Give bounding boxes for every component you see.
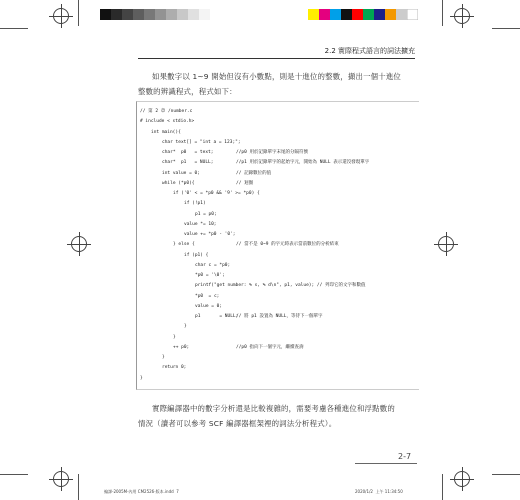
trim-mark <box>492 28 520 29</box>
gray-color-bar <box>100 9 210 20</box>
code-text: value = 0; <box>195 303 223 309</box>
trim-mark <box>78 0 79 26</box>
code-text: } <box>162 355 165 360</box>
color-swatch <box>352 9 363 20</box>
code-line <box>173 242 410 248</box>
code-text: value += *p0 - '0'; <box>184 232 236 237</box>
code-text: if (p1) { <box>184 252 209 258</box>
intro-line: 整數的辨識程式，程式如下： <box>138 87 237 96</box>
registration-mark-top-left <box>53 8 69 24</box>
color-swatch <box>407 9 418 20</box>
code-listing <box>136 101 419 390</box>
trim-mark <box>0 474 28 475</box>
code-text: } else { <box>173 242 195 248</box>
page-number: 2-7 <box>398 452 412 461</box>
code-text: return 0; <box>162 365 187 371</box>
code-line <box>162 160 410 166</box>
registration-mark-top-right <box>454 8 470 24</box>
code-text: int main(){ <box>151 129 181 135</box>
color-swatch <box>385 9 396 20</box>
color-swatch <box>188 9 199 20</box>
code-text: char* p0 = text; <box>162 150 214 155</box>
code-line <box>195 304 410 310</box>
color-swatch <box>166 9 177 20</box>
color-swatch <box>374 9 385 20</box>
code-line <box>184 201 410 207</box>
code-line <box>173 345 410 351</box>
code-text: while (*p0){ <box>162 180 195 186</box>
code-text: } <box>140 375 143 381</box>
registration-mark-middle-right <box>438 236 454 252</box>
code-line <box>162 181 410 187</box>
section-title: 2.2 實際程式語言的詞法擴充 <box>324 47 415 55</box>
color-swatch <box>308 9 319 20</box>
color-swatch <box>199 9 210 20</box>
code-line <box>162 171 410 177</box>
trim-mark <box>78 474 79 500</box>
color-swatch <box>155 9 166 20</box>
code-text: char* p1 = NULL; <box>162 160 214 166</box>
intro-paragraph <box>138 69 422 99</box>
code-line <box>173 191 410 197</box>
code-line <box>195 314 410 320</box>
code-text: value *= 10; <box>184 221 217 227</box>
code-text: if ('0' < = *p0 && '9' >= *p0) { <box>173 191 260 196</box>
outro-paragraph <box>138 401 422 431</box>
code-text: char text[] = "int a = 123;"; <box>162 139 241 145</box>
code-text: p1 = NULL; <box>195 314 239 319</box>
code-text: *p0 = '\0'; <box>195 273 225 278</box>
registration-mark-bottom-left <box>53 471 69 487</box>
code-line <box>162 150 410 156</box>
code-line <box>195 263 410 269</box>
code-text: ++ p0; <box>173 344 190 350</box>
code-line <box>173 335 410 341</box>
running-header <box>138 46 415 59</box>
color-swatch <box>111 9 122 20</box>
code-line <box>162 355 410 361</box>
code-line <box>151 130 410 136</box>
color-swatch <box>363 9 374 20</box>
code-comment: // 將 p1 設置為 NULL，等待下一個單字 <box>236 314 323 319</box>
code-comment: // 當不是 0~9 的字元時表示當前數位的分析結束 <box>236 242 339 248</box>
code-text: # include < stdio.h> <box>140 119 195 125</box>
registration-mark-bottom-right <box>454 471 470 487</box>
code-line <box>195 212 410 218</box>
color-swatch <box>122 9 133 20</box>
code-text: } <box>173 334 176 340</box>
footer-file-info: 編譯-2005M-內用 CM2526-版本.indd 7 <box>104 489 179 494</box>
code-line <box>184 222 410 228</box>
code-text: int value = 0; <box>162 170 200 176</box>
code-comment: //p0 指向下一個字元，繼續查詢 <box>236 344 304 350</box>
outro-line: 情況（讀者可以參考 SCF 編譯器框架裡的詞法分析程式）。 <box>138 419 337 428</box>
color-swatch <box>133 9 144 20</box>
trim-mark <box>442 0 443 26</box>
cmyk-color-bar <box>308 9 418 20</box>
code-line <box>195 283 410 289</box>
footer-timestamp: 2020/1/2 上午 11:34:50 <box>355 489 403 494</box>
code-line <box>162 140 410 146</box>
code-text: // 第 2 章 /number.c <box>140 109 193 114</box>
code-comment: // 記錄數位的值 <box>236 170 272 176</box>
color-swatch <box>319 9 330 20</box>
code-comment: // 迴圈 <box>236 180 254 186</box>
code-text: if (!p1) <box>184 201 206 207</box>
registration-mark-middle-left <box>71 236 87 252</box>
trim-mark <box>442 474 443 500</box>
color-swatch <box>330 9 341 20</box>
code-text: printf("get number: % s, % d\n", p1, value); // 列印它的文字和數值 <box>195 283 366 289</box>
trim-mark <box>492 474 520 475</box>
code-line <box>184 253 410 259</box>
outro-line: 實際編譯器中的數字分析還是比較複雜的，需要考慮各種進位和浮點數的 <box>152 404 395 413</box>
code-line <box>140 119 410 125</box>
color-swatch <box>396 9 407 20</box>
code-line <box>162 365 410 371</box>
code-line <box>184 232 410 238</box>
page-number-rule <box>355 463 417 464</box>
code-comment: //p0 用於記錄單字末尾的分隔符號 <box>236 150 309 155</box>
trim-mark <box>0 28 28 29</box>
color-swatch <box>341 9 352 20</box>
color-swatch <box>177 9 188 20</box>
code-line <box>184 324 410 330</box>
code-text: char c = *p0; <box>195 262 231 268</box>
intro-line: 如果數字以 1~9 開始但沒有小數點，則是十進位的整數，擷出一個十進位 <box>152 72 402 81</box>
color-swatch <box>100 9 111 20</box>
code-line <box>195 294 410 300</box>
code-text: p1 = p0; <box>195 211 217 217</box>
code-line <box>140 376 410 382</box>
color-swatch <box>144 9 155 20</box>
code-comment: //p1 用於記錄單字的起始字元，開始為 NULL 表示還沒發現單字 <box>236 160 370 166</box>
code-text: } <box>184 324 187 330</box>
code-text: *p0 = c; <box>195 293 220 299</box>
code-line <box>195 273 410 279</box>
code-line <box>140 109 410 115</box>
